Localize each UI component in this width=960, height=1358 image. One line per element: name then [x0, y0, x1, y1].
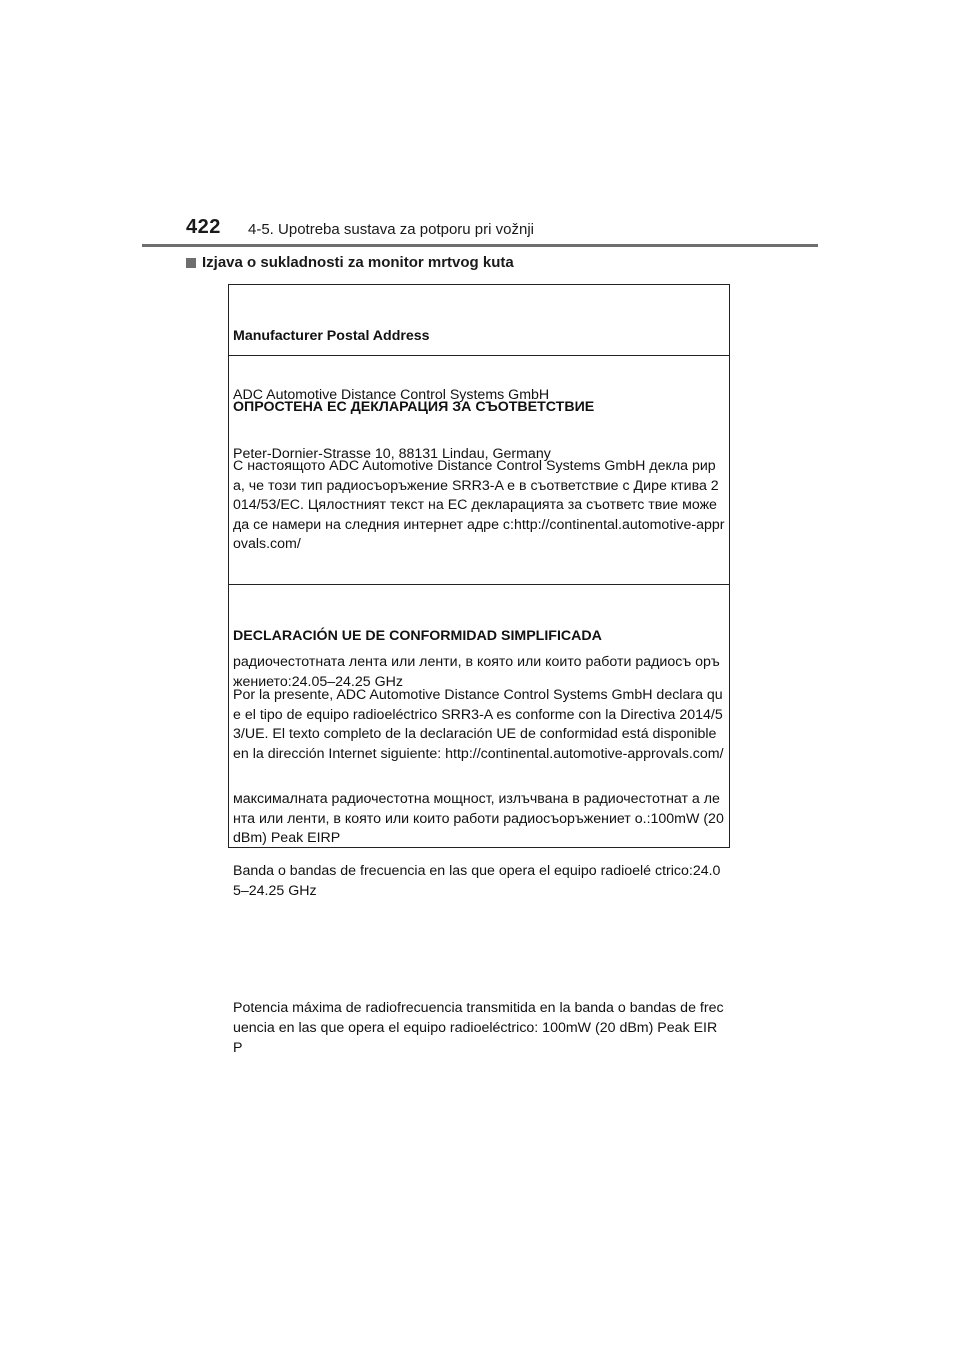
bulgarian-paragraph-1: С настоящото ADC Automotive Distance Control Systems GmbH декла рира, че този тип радиосъоръжение SRR3-A е в съответствие с Дире ктива 2014/53/ЕС. Цялостният текст на ЕС декларацията за съответс твие може да се намери на следния интернет адре с:http://continental.automotive-approvals.com/	[233, 457, 725, 553]
manufacturer-title: Manufacturer Postal Address	[233, 328, 430, 345]
declaration-box	[228, 284, 730, 1056]
bulgarian-paragraph-2: радиочестотната лента или ленти, в която или които работи радиосъ оръжението:24.05–24.25 GHz	[233, 653, 720, 690]
manufacturer-name: ADC Automotive Distance Control Systems GmbH	[233, 386, 550, 403]
spanish-paragraph-1: Por la presente, ADC Automotive Distance Control Systems GmbH declara que el tipo de equipo radioeléctrico SRR3-A es conforme con la Directiva 2014/53/UE. El texto completo de la declaración UE de conformidad está disponible en la dirección Internet siguiente: http://continental.automotive-approvals.com/	[233, 686, 724, 762]
section-heading-text: Izjava o sukladnosti za monitor mrtvog kuta	[202, 254, 514, 271]
section-heading	[186, 254, 514, 271]
chapter-title: 4-5. Upotreba sustava za potporu pri vožnji	[248, 221, 534, 238]
spacer	[233, 941, 725, 961]
page-number: 422	[186, 216, 221, 238]
manufacturer-address: Peter-Dornier-Strasse 10, 88131 Lindau, Germany	[233, 445, 551, 462]
spanish-title: DECLARACIÓN UE DE CONFORMIDAD SIMPLIFICADA	[233, 628, 602, 645]
square-bullet-icon	[186, 258, 196, 268]
page-header	[186, 216, 826, 242]
bulgarian-paragraph-3: максималната радиочестотна мощност, излъчвана в радиочестотнат а лента или ленти, в която или които работи радиосъоръжениет о.:100mW (20 dBm) Peak EIRP	[233, 791, 728, 847]
header-divider	[142, 244, 818, 247]
spanish-paragraph-2: Banda o bandas de frecuencia en las que opera el equipo radioelé ctrico:24.05–24.25 GHz	[233, 863, 721, 899]
bulgarian-title: ОПРОСТЕНА ЕС ДЕКЛАРАЦИЯ ЗА СЪОТВЕТСТВИЕ	[233, 399, 595, 416]
spanish-paragraph-3: Potencia máxima de radiofrecuencia transmitida en la banda o bandas de frecuencia en las que opera el equipo radioeléctrico: 100mW (20 dBm) Peak EIRP	[233, 1000, 724, 1056]
